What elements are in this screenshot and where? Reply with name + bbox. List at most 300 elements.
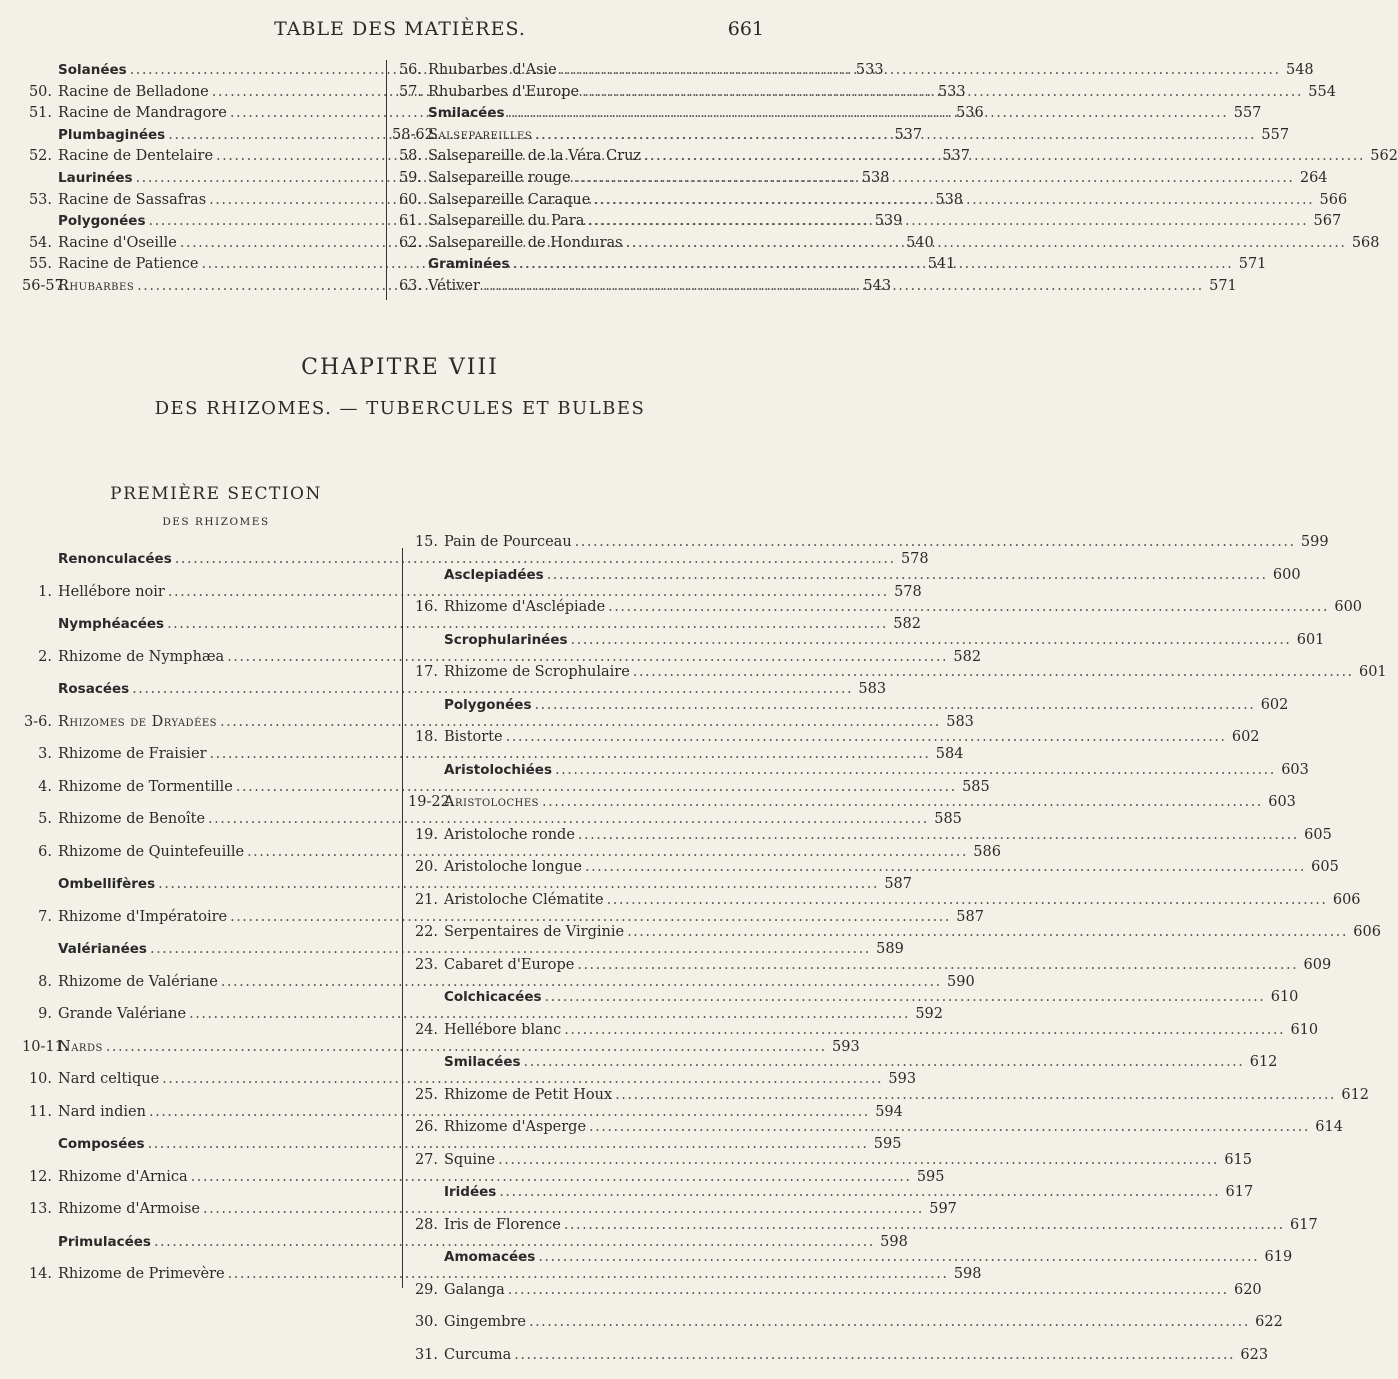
toc-family-heading [22,681,378,714]
entry-page-number: 598 [952,1266,982,1282]
entry-title: Rhizome d'Armoise [58,1201,200,1217]
entry-title: Serpentaires de Virginie [444,924,624,940]
entry-title: Rhizome de Tormentille [58,779,233,795]
toc-family-heading [22,876,378,909]
entry-number: 11. [22,1104,58,1120]
column-divider [386,60,387,300]
toc-entry [22,1071,378,1104]
entry-number: 25. [408,1087,444,1103]
toc-entry [392,84,762,106]
toc-entry [392,235,762,257]
entry-number: 62. [392,235,428,251]
toc-entry [22,909,378,942]
entry-number: 58-62. [392,127,428,143]
entry-page-number: 583 [944,714,974,730]
entry-number: 5. [22,811,58,827]
entry-page-number: 582 [891,616,921,632]
toc-entry [408,1314,764,1347]
toc-family-heading [408,762,764,795]
dot-leader [571,632,1292,648]
dot-leader [499,1184,1220,1200]
dot-leader [513,256,1234,272]
toc-entry [22,714,378,747]
toc-entry [408,1347,764,1379]
entry-number: 21. [408,892,444,908]
toc-entry [408,1087,764,1120]
toc-entry [408,859,764,892]
page-number: 661 [728,18,764,40]
entry-title: Rhubarbes d'Europe [428,84,579,100]
entry-page-number: 571 [1236,256,1266,272]
entry-title: Rhizome de Primevère [58,1266,225,1282]
toc-entry [392,192,762,214]
entry-page-number: 594 [873,1104,903,1120]
toc-entry [408,1217,764,1250]
toc-entry [22,235,378,257]
entry-number: 4. [22,779,58,795]
entry-title: Aristolochiées [408,762,552,778]
dot-leader [508,1282,1229,1298]
entry-title: Renonculacées [22,551,172,567]
entry-page-number: 562 [1368,148,1398,164]
entry-page-number: 601 [1294,632,1324,648]
toc-entry [22,746,378,779]
entry-page-number: 590 [945,974,975,990]
entry-title: Scrophularinées [408,632,568,648]
dot-leader [524,1054,1245,1070]
toc-entry [392,170,762,192]
entry-page-number: 583 [856,681,886,697]
entry-title: Grande Valériane [58,1006,186,1022]
dot-leader [547,567,1268,583]
chapter-subtitle: DES RHIZOMES. — TUBERCULES ET BULBES [0,398,800,419]
entry-number: 10-11. [22,1039,58,1055]
entry-number: 29. [408,1282,444,1298]
entry-page-number: 597 [927,1201,957,1217]
entry-page-number: 533 [854,62,884,78]
entry-title: Polygonées [22,213,146,229]
entry-number: 63. [392,278,428,294]
entry-page-number: 536 [954,105,984,121]
entry-title: Colchicacées [408,989,542,1005]
dot-leader [593,192,1314,208]
entry-number: 9. [22,1006,58,1022]
entry-page-number: 610 [1268,989,1298,1005]
toc-entry [408,1119,764,1152]
entry-title: Vétiver [428,278,480,294]
entry-page-number: 606 [1331,892,1361,908]
toc-entry [22,974,378,1007]
entry-page-number: 593 [886,1071,916,1087]
toc-entry [408,664,764,697]
dot-leader [626,235,1347,251]
entry-page-number: 537 [940,148,970,164]
entry-number: 60. [392,192,428,208]
entry-page-number: 589 [874,941,904,957]
toc-entry [408,827,764,860]
entry-title: Rhizome d'Arnica [58,1169,188,1185]
entry-title: Nard indien [58,1104,146,1120]
dot-leader [607,892,1328,908]
toc-entry [392,278,762,300]
entry-number: 18. [408,729,444,745]
toc-entry [22,1201,378,1234]
entry-page-number: 605 [1309,859,1339,875]
dot-leader [627,924,1348,940]
entry-title: Rhizome de Nymphæa [58,649,224,665]
entry-page-number: 599 [1299,534,1329,550]
entry-title: Rhizome de Fraisier [58,746,207,762]
toc-family-heading [392,256,762,278]
entry-page-number: 612 [1247,1054,1277,1070]
toc-family-heading [408,989,764,1022]
entry-page-number: 578 [899,551,929,567]
entry-number: 27. [408,1152,444,1168]
entry-title: Nards [58,1039,103,1055]
entry-page-number: 557 [1231,105,1261,121]
toc-entry [408,794,764,827]
entry-title: Rhubarbes d'Asie [428,62,557,78]
dot-leader [560,62,1281,78]
entry-title: Rhubarbes [58,278,134,294]
running-head [0,18,800,42]
toc-entry [22,811,378,844]
entry-title: Solanées [22,62,127,78]
dot-leader [574,170,1295,186]
dot-leader [538,1249,1259,1265]
toc-family-heading [408,697,764,730]
entry-number: 54. [22,235,58,251]
entry-title: Gingembre [444,1314,526,1330]
dot-leader [633,664,1354,680]
entry-number: 19. [408,827,444,843]
entry-page-number: 615 [1222,1152,1252,1168]
entry-page-number: 617 [1288,1217,1318,1233]
toc-entry [22,1039,378,1072]
entry-page-number: 548 [1284,62,1314,78]
entry-number: 31. [408,1347,444,1363]
entry-title: Cabaret d'Europe [444,957,574,973]
entry-page-number: 614 [1313,1119,1343,1135]
entry-title: Hellébore blanc [444,1022,561,1038]
entry-number: 16. [408,599,444,615]
toc-entry [22,1266,378,1299]
entry-title: Smilacées [408,1054,521,1070]
dot-leader [575,534,1296,550]
toc-family-heading [22,1136,378,1169]
toc-family-heading [408,1184,764,1217]
entry-number: 30. [408,1314,444,1330]
entry-number: 50. [22,84,58,100]
toc-entry [392,62,762,84]
dot-leader [582,84,1303,100]
entry-number: 2. [22,649,58,665]
entry-number: 6. [22,844,58,860]
dot-leader [535,697,1256,713]
dot-leader [564,1217,1285,1233]
entry-title: Rosacées [22,681,129,697]
entry-title: Nard celtique [58,1071,159,1087]
dot-leader [589,1119,1310,1135]
dot-leader [545,989,1266,1005]
section-subtitle: DES RHIZOMES [36,516,396,528]
dot-leader [508,105,1229,121]
section-title: PREMIÈRE SECTION [36,484,396,504]
entry-number: 1. [22,584,58,600]
entry-number: 7. [22,909,58,925]
entry-page-number: 567 [1311,213,1341,229]
entry-page-number: 557 [1259,127,1289,143]
entry-number: 24. [408,1022,444,1038]
entry-page-number: 600 [1332,599,1362,615]
entry-page-number: 603 [1279,762,1309,778]
toc-family-heading [22,616,378,649]
entry-title: Salsepareilles [428,127,532,143]
entry-title: Plumbaginées [22,127,165,143]
entry-title: Composées [22,1136,145,1152]
entry-title: Asclepiadées [408,567,544,583]
entry-number: 59. [392,170,428,186]
entry-page-number: 586 [971,844,1001,860]
entry-page-number: 620 [1232,1282,1262,1298]
toc-entry [22,148,378,170]
entry-title: Laurinées [22,170,133,186]
entry-page-number: 602 [1230,729,1260,745]
entry-page-number: 533 [936,84,966,100]
entry-title: Salsepareille de Honduras [428,235,623,251]
entry-page-number: 539 [872,213,902,229]
toc-family-heading [392,105,762,127]
toc-entry [408,729,764,762]
toc-entry [22,192,378,214]
toc-entry [408,1152,764,1185]
entry-title: Racine de Sassafras [58,192,206,208]
toc-entry [392,127,762,149]
entry-title: Bistorte [444,729,503,745]
entry-title: Racine de Mandragore [58,105,227,121]
entry-title: Valérianées [22,941,147,957]
entry-page-number: 609 [1301,957,1331,973]
dot-leader [564,1022,1285,1038]
dot-leader [615,1087,1336,1103]
entry-page-number: 603 [1266,794,1296,810]
toc-entry [408,1022,764,1055]
entry-page-number: 593 [830,1039,860,1055]
entry-page-number: 592 [913,1006,943,1022]
dot-leader [577,957,1298,973]
entry-number: 26. [408,1119,444,1135]
dot-leader [514,1347,1235,1363]
dot-leader [506,729,1227,745]
entry-number: 56-57. [22,278,58,294]
entry-page-number: 585 [932,811,962,827]
entry-page-number: 571 [1207,278,1237,294]
entry-page-number: 578 [892,584,922,600]
entry-page-number: 568 [1350,235,1380,251]
entry-title: Graminées [392,256,510,272]
entry-page-number: 587 [954,909,984,925]
entry-title: Racine de Patience [58,256,199,272]
entry-title: Rhizome de Scrophulaire [444,664,630,680]
entry-title: Rhizome de Petit Houx [444,1087,612,1103]
entry-title: Aristoloches [444,794,539,810]
entry-page-number: 617 [1223,1184,1253,1200]
dot-leader [578,827,1299,843]
entry-number: 17. [408,664,444,680]
toc-column-top-right [392,62,762,300]
entry-number: 23. [408,957,444,973]
entry-title: Galanga [444,1282,505,1298]
entry-title: Hellébore noir [58,584,165,600]
entry-page-number: 538 [859,170,889,186]
entry-number: 8. [22,974,58,990]
entry-title: Curcuma [444,1347,511,1363]
entry-page-number: 598 [878,1234,908,1250]
entry-title: Rhizomes de Dryadées [58,714,217,730]
entry-number: 14. [22,1266,58,1282]
entry-number: 58. [392,148,428,164]
entry-page-number: 584 [933,746,963,762]
entry-number: 13. [22,1201,58,1217]
entry-page-number: 543 [861,278,891,294]
entry-number: 55. [22,256,58,272]
toc-entry [408,892,764,925]
toc-entry [22,1104,378,1137]
column-divider [402,548,403,1288]
entry-number: 22. [408,924,444,940]
entry-page-number: 541 [925,256,955,272]
entry-title: Nymphéacées [22,616,164,632]
dot-leader [535,127,1256,143]
dot-leader [555,762,1276,778]
toc-entry [22,256,378,278]
entry-title: Salsepareille de la Véra Cruz [428,148,641,164]
toc-entry [22,649,378,682]
dot-leader [608,599,1329,615]
entry-number: 3. [22,746,58,762]
entry-title: Smilacées [392,105,505,121]
entry-number: 52. [22,148,58,164]
entry-title: Iris de Florence [444,1217,561,1233]
toc-family-heading [408,1054,764,1087]
entry-title: Racine de Belladone [58,84,209,100]
entry-title: Amomacées [408,1249,535,1265]
toc-family-heading [22,213,378,235]
toc-family-heading [22,170,378,192]
entry-title: Iridées [408,1184,496,1200]
toc-column-bottom-right [408,534,764,1379]
toc-entry [22,84,378,106]
toc-entry [22,779,378,812]
toc-entry [408,957,764,990]
entry-page-number: 587 [882,876,912,892]
entry-title: Rhizome de Benoîte [58,811,205,827]
entry-page-number: 610 [1288,1022,1318,1038]
toc-entry [408,924,764,957]
entry-page-number: 595 [871,1136,901,1152]
dot-leader [529,1314,1250,1330]
toc-entry [392,213,762,235]
entry-title: Rhizome de Quintefeuille [58,844,244,860]
entry-title: Squine [444,1152,495,1168]
entry-title: Salsepareille Caraque [428,192,590,208]
entry-number: 19-22. [408,794,444,810]
entry-title: Pain de Pourceau [444,534,572,550]
dot-leader [644,148,1365,164]
toc-family-heading [408,567,764,600]
entry-page-number: 595 [915,1169,945,1185]
entry-title: Ombellifères [22,876,155,892]
entry-page-number: 623 [1238,1347,1268,1363]
entry-title: Racine d'Oseille [58,235,177,251]
entry-number: 3-6. [22,714,58,730]
toc-entry [22,844,378,877]
entry-title: Aristoloche longue [444,859,582,875]
entry-number: 51. [22,105,58,121]
entry-title: Racine de Dentelaire [58,148,213,164]
toc-family-heading [22,941,378,974]
dot-leader [587,213,1308,229]
toc-entry [22,278,378,300]
toc-entry [22,1006,378,1039]
entry-page-number: 602 [1258,697,1288,713]
entry-number: 10. [22,1071,58,1087]
entry-title: Primulacées [22,1234,151,1250]
toc-entry [408,1282,764,1315]
entry-page-number: 600 [1271,567,1301,583]
entry-page-number: 537 [892,127,922,143]
chapter-title: CHAPITRE VIII [0,355,800,380]
dot-leader [585,859,1306,875]
entry-number: 12. [22,1169,58,1185]
entry-page-number: 554 [1306,84,1336,100]
entry-page-number: 612 [1339,1087,1369,1103]
entry-page-number: 538 [933,192,963,208]
entry-number: 15. [408,534,444,550]
entry-number: 53. [22,192,58,208]
toc-column-bottom-left [22,551,378,1299]
entry-page-number: 585 [960,779,990,795]
running-title: TABLE DES MATIÈRES. [0,18,800,40]
dot-leader [542,794,1263,810]
toc-column-top-left [22,62,378,300]
toc-family-heading [22,62,378,84]
entry-page-number: 622 [1253,1314,1283,1330]
entry-page-number: 601 [1357,664,1387,680]
dot-leader [483,278,1204,294]
entry-title: Aristoloche Clématite [444,892,604,908]
entry-page-number: 540 [904,235,934,251]
toc-entry [22,105,378,127]
toc-entry [408,534,764,567]
toc-family-heading [408,1249,764,1282]
toc-entry [392,148,762,170]
entry-page-number: 566 [1317,192,1347,208]
entry-title: Salsepareille rouge [428,170,571,186]
entry-title: Polygonées [408,697,532,713]
entry-page-number: 264 [1298,170,1328,186]
entry-title: Rhizome d'Asclépiade [444,599,605,615]
entry-page-number: 582 [951,649,981,665]
toc-entry [22,584,378,617]
entry-number: 56. [392,62,428,78]
entry-page-number: 605 [1302,827,1332,843]
entry-number: 20. [408,859,444,875]
toc-family-heading [22,127,378,149]
entry-page-number: 606 [1351,924,1381,940]
toc-family-heading [22,1234,378,1267]
entry-title: Aristoloche ronde [444,827,575,843]
